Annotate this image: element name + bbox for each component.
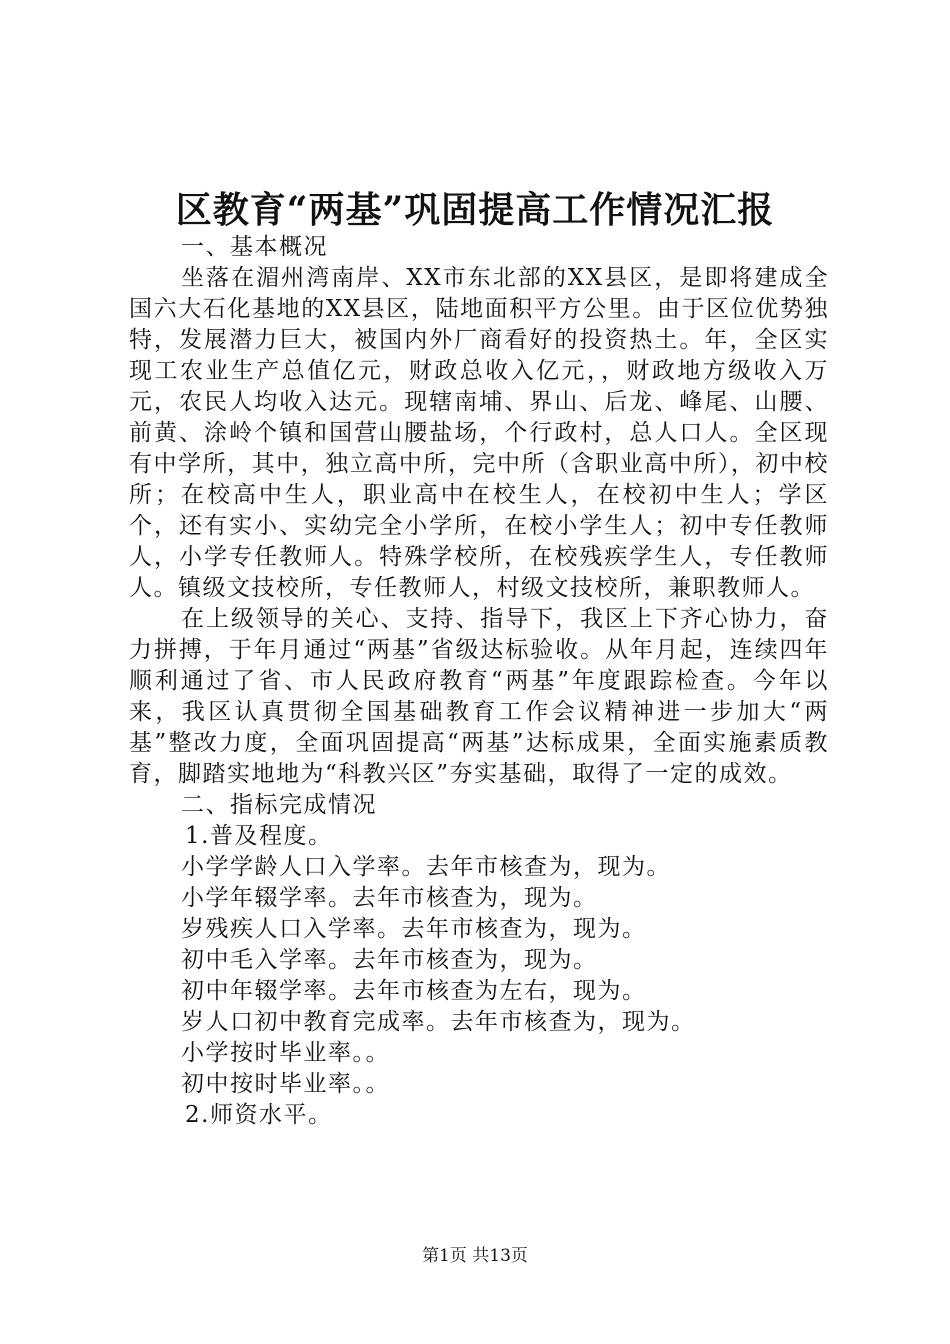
paragraph-overview: 坐落在湄州湾南岸、XX市东北部的XX县区，是即将建成全国六大石化基地的XX县区，陆地面积平方公里。由于区位优势独特，发展潜力巨大，被国内外厂商看好的投资热土。年，全区实现工农业生产总值亿元，财政总收入亿元，，财政地方级收入万元，农民人均收入达元。现辖南埔、界山、后龙、峰尾、山腰、前黄、涂岭个镇和国营山腰盐场，个行政村，总人口人。全区现有中学所，其中，独立高中所，完中所（含职业高中所），初中校所；在校高中生人，职业高中在校生人，在校初中生人；学区个，还有实小、实幼完全小学所，在校小学生人；初中专任教师人，小学专任教师人。特殊学校所，在校残疾学生人，专任教师人。镇级文技校所，专任教师人，村级文技校所，兼职教师人。	[129, 265, 829, 601]
list-item: 小学按时毕业率。。	[181, 1040, 390, 1066]
list-item: 小学年辍学率。去年市核查为，现为。	[181, 885, 598, 911]
section-heading-overview: 一、基本概况	[181, 234, 328, 260]
list-item: 岁人口初中教育完成率。去年市核查为，现为。	[181, 1009, 696, 1035]
subheading-coverage: 1.普及程度。	[185, 823, 333, 849]
list-item: 初中年辍学率。去年市核查为左右，现为。	[181, 978, 647, 1004]
document-body	[129, 232, 829, 1131]
list-item: 初中按时毕业率。。	[181, 1071, 390, 1097]
list-item: 岁残疾人口入学率。去年市核查为，现为。	[181, 916, 647, 942]
section-heading-indicators: 二、指标完成情况	[181, 792, 377, 818]
page-number: 第1页 共13页	[422, 1246, 528, 1266]
paragraph-progress: 在上级领导的关心、支持、指导下，我区上下齐心协力，奋力拼搏，于年月通过“两基”省级达标验收。从年月起，连续四年顺利通过了省、市人民政府教育“两基”年度跟踪检查。今年以来，我区认真贯彻全国基础教育工作会议精神进一步加大“两基”整改力度，全面巩固提高“两基”达标成果，全面实施素质教育，脚踏实地地为“科教兴区”夯实基础，取得了一定的成效。	[129, 606, 829, 787]
list-item: 初中毛入学率。去年市核查为，现为。	[181, 947, 598, 973]
subheading-teachers: 2.师资水平。	[185, 1102, 333, 1128]
list-item: 小学学龄人口入学率。去年市核查为，现为。	[181, 854, 671, 880]
document-title: 区教育“两基”巩固提高工作情况汇报	[175, 189, 775, 231]
